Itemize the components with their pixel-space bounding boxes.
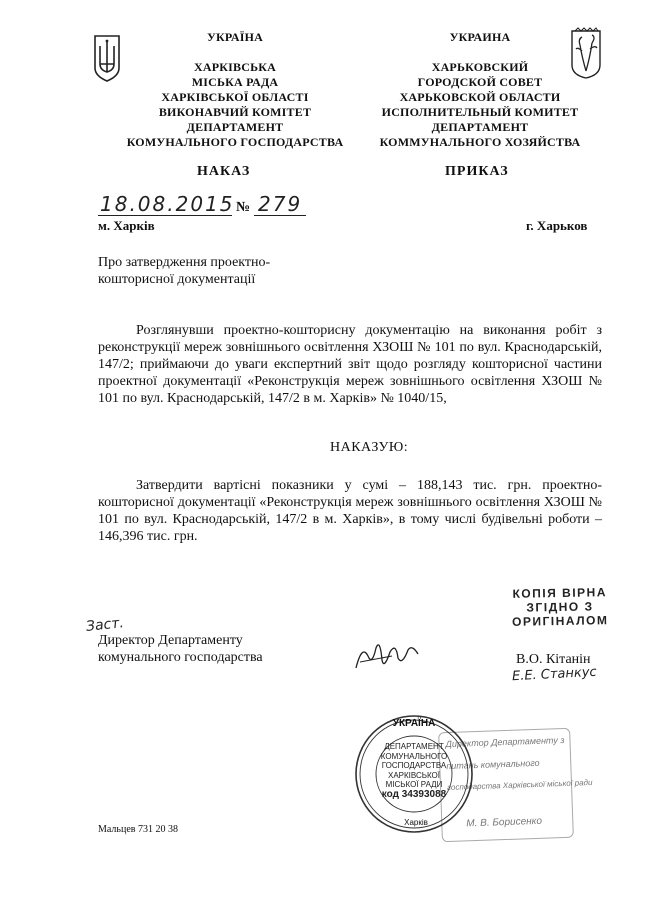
signer-name: В.О. Кітанін	[516, 652, 591, 667]
handwritten-deputy-prefix: Заст.	[85, 615, 125, 635]
doc-title-ru: ПРИКАЗ	[445, 164, 509, 179]
header-ua-line: ВИКОНАВЧИЙ КОМІТЕТ	[158, 105, 312, 119]
seal-top-text: УКРАЇНА	[392, 718, 436, 729]
header-ru-line: ИСПОЛНИТЕЛЬНЫЙ КОМИТЕТ	[381, 105, 579, 119]
faint-stamp-line: питань комунального	[446, 757, 540, 772]
seal-line: ДЕПАРТАМЕНТ	[384, 742, 444, 751]
header-ua-line: ХАРКІВСЬКОЇ ОБЛАСТІ	[161, 90, 309, 104]
order-subject	[98, 254, 270, 288]
seal-line: МІСЬКОЇ РАДИ	[385, 780, 443, 789]
faint-stamp-line: Директор Департаменту з	[445, 734, 565, 750]
seal-bottom-text: Харків	[404, 818, 428, 827]
city-ru: г. Харьков	[526, 218, 588, 233]
header-ru-line: ДЕПАРТАМЕНТ	[431, 120, 529, 134]
faint-stamp-line: господарства Харківської міської ради	[446, 777, 593, 793]
header-ua	[110, 30, 360, 150]
seal-line: ГОСПОДАРСТВА	[381, 761, 447, 770]
date-underline	[98, 215, 232, 216]
faint-stamp-name: М. В. Борисенко	[466, 815, 543, 830]
subject-line: Про затвердження проектно-	[98, 255, 271, 270]
handwritten-signature-icon	[352, 636, 422, 676]
order-number: 279	[258, 192, 303, 216]
copy-certified-stamp	[500, 585, 621, 629]
seal-line: код 34393088	[381, 788, 447, 800]
header-ua-line: ХАРКІВСЬКА	[193, 60, 276, 74]
copy-stamp-line: КОПІЯ ВІРНА	[512, 585, 608, 601]
header-ru	[370, 30, 590, 150]
header-ru-line: КОММУНАЛЬНОГО ХОЗЯЙСТВА	[379, 135, 581, 149]
body-paragraph-2: Затвердити вартісні показники у сумі – 188,143 тис. грн. проектно-кошторисної документації «Реконструкція мереж зовнішнього освітлення ХЗОШ № 101 по вул. Краснодарській, 147/2 в м. Харків», в тому числі будівельні роботи – 146,396 тис. грн.	[98, 478, 602, 544]
body-paragraph-1: Розглянувши проектно-кошторисну документацію на виконання робіт з реконструкції мереж зовнішнього освітлення ХЗОШ № 101 по вул. Краснодарській, 147/2; приймаючи до уваги експертний звіт щодо розгляду кошторисної частини проектної документації «Реконструкція мереж зовнішнього освітлення ХЗОШ № 101 по вул. Краснодарській, 147/2 в м. Харків» № 1040/15,	[98, 323, 602, 406]
header-ru-line: ХАРЬКОВСКИЙ	[431, 60, 529, 74]
city-ua: м. Харків	[98, 218, 155, 233]
position-line: Директор Департаменту	[98, 633, 243, 648]
header-ru-line: ГОРОДСКОЙ СОВЕТ	[417, 75, 543, 89]
handwritten-copy-signer: Е.Е. Станкус	[511, 664, 597, 685]
seal-line: ХАРКІВСЬКОЇ	[387, 770, 440, 780]
signer-position	[98, 632, 263, 666]
copy-stamp-line: ЗГІДНО З	[526, 599, 594, 615]
executor-note: Мальцев 731 20 38	[98, 824, 178, 835]
number-sign: №	[236, 200, 251, 215]
header-ru-line: ХАРЬКОВСКОЙ ОБЛАСТИ	[399, 90, 561, 104]
subject-line: кошторисної документації	[98, 272, 256, 287]
header-ua-line: КОМУНАЛЬНОГО ГОСПОДАРСТВА	[126, 135, 344, 149]
doc-title-ua: НАКАЗ	[197, 164, 251, 179]
official-round-seal	[352, 712, 476, 836]
order-word: НАКАЗУЮ:	[330, 440, 409, 455]
header-ru-country: УКРАИНА	[449, 30, 511, 44]
seal-line: КОМУНАЛЬНОГО	[380, 751, 448, 761]
seal-center	[368, 742, 460, 799]
copy-stamp-line: ОРИГІНАЛОМ	[511, 613, 609, 629]
header-ua-country: УКРАЇНА	[206, 30, 264, 44]
number-underline	[254, 215, 306, 216]
header-ua-line: ДЕПАРТАМЕНТ	[186, 120, 284, 134]
header-ua-line: МІСЬКА РАДА	[191, 75, 279, 89]
order-date: 18.08.2015	[100, 192, 235, 216]
position-line: комунального господарства	[98, 650, 263, 665]
